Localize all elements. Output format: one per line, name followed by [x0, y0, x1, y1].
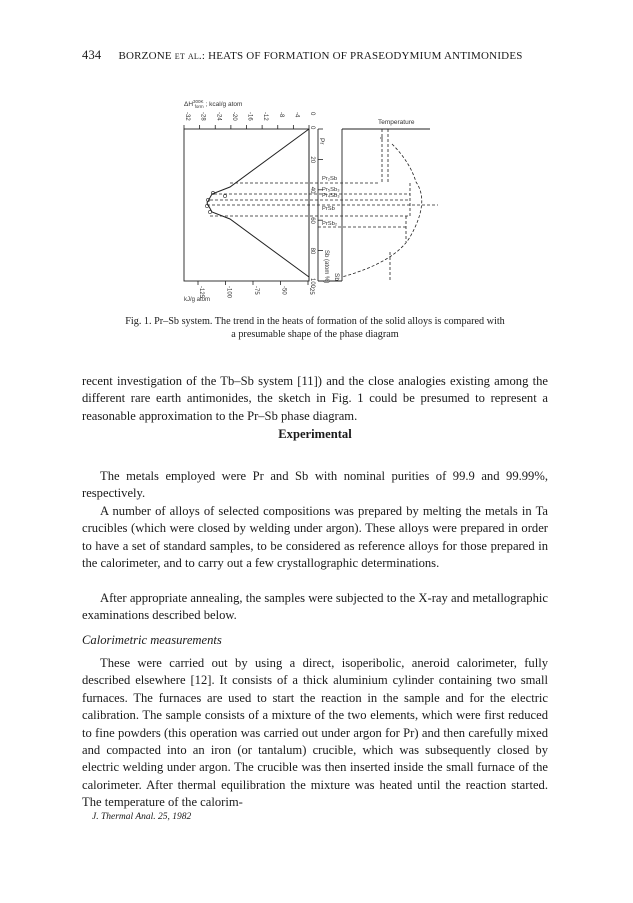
figure-1 [170, 92, 470, 312]
section-title-experimental: Experimental [278, 427, 352, 441]
paragraph-annealing: After appropriate annealing, the samples were subjected to the X-ray and metallographic examinations described below. [82, 591, 548, 623]
top-tick-label: -4 [293, 112, 300, 118]
top-tick-label: -32 [184, 112, 190, 121]
subsection-title-calorimetric: Calorimetric measurements [82, 633, 222, 647]
pr-end-label: Pr [318, 138, 325, 145]
composition-tick-label: 80 [309, 247, 315, 255]
top-tick-label: -28 [199, 112, 206, 121]
running-title: BORZONE et al.: HEATS OF FORMATION OF PRASEODYMIUM ANTIMONIDES [118, 50, 523, 62]
phase-label: PrSb [322, 206, 335, 212]
phase-label: Pr₅Sb₃ [322, 187, 340, 193]
top-tick-label: -20 [230, 112, 237, 121]
figure-caption [82, 315, 548, 341]
bottom-tick-label: -75 [253, 286, 259, 295]
bottom-unit-label: kJ/g atom [184, 297, 211, 303]
top-ticks [184, 112, 315, 129]
bottom-ticks [198, 281, 314, 299]
left-axis-title: $\Delta H^{300K}$ form ; kcal/g atom [184, 99, 243, 109]
composition-tick-label: 0 [309, 126, 315, 130]
phase-labels [322, 176, 340, 227]
paragraph-continued: recent investigation of the Tb–Sb system [11]) and the close analogies existing among the different rare earth antimonides, the sketch in Fig. 1 could be presumed to represent a reasonable approximation to the Pr–Sb phase diagram. [82, 374, 548, 423]
composition-ticks [309, 126, 323, 289]
temperature-label: Temperature [378, 119, 415, 126]
top-tick-label: -24 [215, 112, 222, 121]
composition-tick-label: 60 [309, 217, 315, 224]
heat-of-formation-curve [207, 129, 309, 277]
sb-end-label: Sb [333, 273, 340, 281]
composition-tick-label: 40 [309, 186, 315, 194]
caption-line-1: Fig. 1. Pr–Sb system. The trend in the heats of formation of the solid alloys is compared with [125, 316, 505, 327]
bottom-tick-label: -50 [280, 286, 287, 295]
paragraph-calorimeter: These were carried out by using a direct, isoperibolic, aneroid calorimeter, fully described elsewhere [12]. It consists of a thick aluminium cylinder containing two small furnaces. The furnaces are used to start the reaction in the sample and for the electric calibration. The sample consists of a mixture of the two elements, which were first reduced to fine powders (this operation was carried out under argon for Pr) and then carefully mixed and compacted into an iron (or tantalum) crucible, which was subsequently closed by electric welding under argon. The crucible was then inserted inside the small furnace of the calorimeter. After thermal equilibration the mixture was heated until the reaction started. The temperature of the calorim- [82, 656, 548, 810]
composition-label: Sb (atom %) [323, 250, 329, 284]
paragraph-materials: The metals employed were Pr and Sb with nominal purities of 99.9 and 99.99%, respectively. [82, 469, 548, 501]
journal-footer: J. Thermal Anal. 25, 1982 [92, 812, 192, 822]
bottom-tick-label: -100 [225, 286, 232, 299]
phase-label: PrSb₂ [322, 221, 338, 227]
composition-tick-label: 20 [309, 156, 315, 164]
figure-svg [170, 92, 470, 312]
data-point [223, 194, 226, 197]
phase-label: Pr₄Sb₃ [322, 193, 340, 199]
heat-plot-frame [184, 129, 309, 281]
phase-label: Pr₂Sb [322, 176, 338, 182]
top-tick-label: 0 [309, 112, 315, 116]
bottom-tick-label: -25 [308, 286, 314, 295]
bottom-tick-label: -125 [198, 286, 204, 299]
caption-line-2: a presumable shape of the phase diagram [231, 329, 399, 340]
running-header [82, 48, 552, 63]
top-tick-label: -12 [262, 112, 269, 121]
data-point [208, 210, 211, 213]
top-tick-label: -16 [246, 112, 253, 121]
top-tick-label: -8 [277, 112, 284, 118]
composition-tick-label: 100 [309, 278, 315, 289]
paragraph-alloys: A number of alloys of selected compositions was prepared by melting the metals in Ta crucibles (which were closed by welding under argon). These alloys were prepared in order to have a set of standard samples, to be considered as reference alloys for those prepared in the calorimeter, and to carry out a few crystallographic determinations. [82, 504, 548, 571]
page-number: 434 [82, 48, 102, 62]
